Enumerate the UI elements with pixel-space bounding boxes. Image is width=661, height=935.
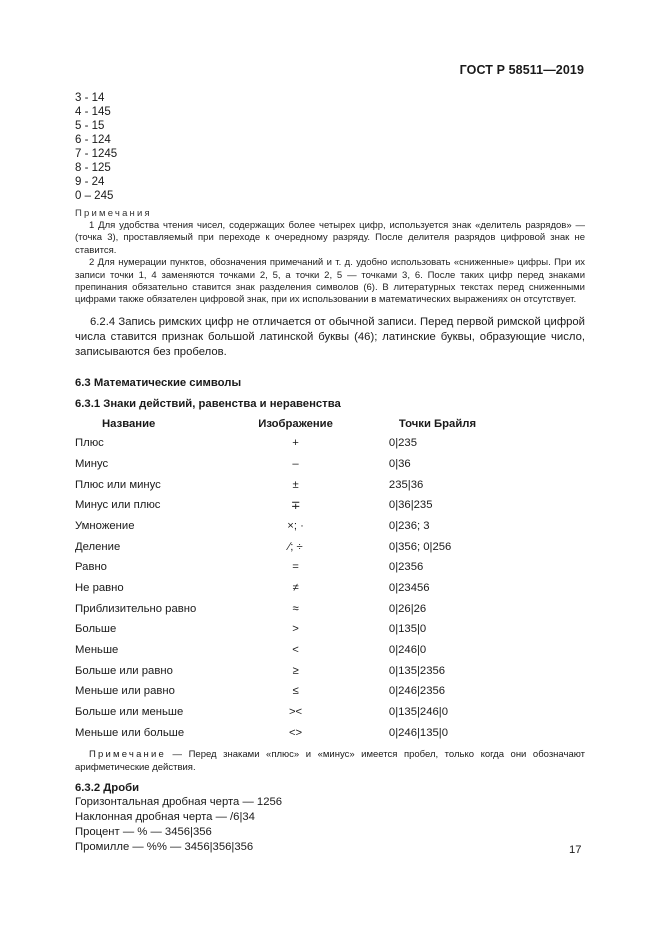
list-item: 4 - 145 [75, 106, 111, 118]
table-header-row [75, 415, 585, 433]
page-number: 17 [569, 844, 582, 856]
symbol-name: Плюс [75, 437, 104, 450]
symbol-image: + [292, 437, 299, 450]
symbol-name: Меньше [75, 644, 119, 657]
table-note-text: — Перед знаками «плюс» и «минус» имеется пробел, только когда они обозначают арифметические действия. [75, 749, 585, 773]
symbol-name: Не равно [75, 582, 124, 594]
section-heading-6-3: 6.3 Математические символы [75, 376, 242, 389]
column-header-braille-dots: Точки Брайля [398, 417, 477, 430]
notes-title: Примечания [75, 208, 152, 219]
braille-dots: 0|356; 0|256 [388, 540, 452, 553]
list-item: Промилле — %% — 3456|356|356 [75, 840, 254, 853]
list-item: Наклонная дробная черта — /6|34 [75, 810, 255, 823]
braille-dots: 0|246|135|0 [388, 726, 448, 739]
column-header-name: Название [102, 417, 156, 430]
table-row [75, 722, 585, 743]
symbol-image: >< [288, 706, 303, 719]
symbol-image: <> [288, 726, 303, 739]
section-heading-6-3-1: 6.3.1 Знаки действий, равенства и неравенства [75, 397, 341, 410]
table-row [75, 454, 585, 475]
symbol-name: Равно [75, 561, 107, 574]
symbol-name: Приблизительно равно [75, 602, 197, 615]
braille-dots: 0|246|2356 [388, 685, 446, 698]
document-id-header: ГОСТ Р 58511—2019 [459, 63, 584, 77]
fractions-list [75, 795, 585, 855]
symbol-image: = [292, 561, 299, 574]
table-row [75, 578, 585, 599]
list-item: Процент — % — 3456|356 [75, 825, 212, 838]
digits-braille-list [75, 91, 585, 203]
list-item: 0 – 245 [75, 190, 114, 202]
list-item: 9 - 24 [75, 176, 105, 188]
table-note [75, 749, 585, 774]
column-header-image: Изображение [258, 417, 333, 430]
list-item: 7 - 1245 [75, 148, 118, 160]
braille-dots: 0|135|0 [388, 623, 427, 636]
table-row [75, 557, 585, 578]
symbol-image: ± [292, 478, 299, 491]
table-row [75, 640, 585, 661]
symbol-image: – [292, 457, 299, 470]
table-row [75, 516, 585, 537]
symbol-name: Меньше или равно [75, 685, 175, 698]
table-row [75, 702, 585, 723]
braille-dots: 0|36 [388, 457, 411, 470]
symbol-name: Умножение [75, 519, 135, 532]
table-row [75, 433, 585, 454]
page-content [75, 91, 585, 855]
braille-dots: 0|36|235 [388, 499, 433, 512]
note-1: 1 Для удобства чтения чисел, содержащих более четырех цифр, используется знак «делитель разрядов» — (точка 3), проставляемый при переходе к очередному разряду. После делителя разрядов цифровой знак не ставится. [75, 220, 585, 256]
math-symbols-table [75, 415, 585, 743]
symbol-image: ∕; ÷ [288, 540, 303, 553]
braille-dots: 0|235 [388, 437, 417, 450]
braille-dots: 235|36 [388, 478, 424, 491]
table-row [75, 619, 585, 640]
symbol-name: Больше или меньше [75, 706, 184, 719]
list-item: 5 - 15 [75, 120, 105, 132]
table-note-label: Примечание [89, 749, 166, 761]
symbol-image: ≠ [292, 582, 299, 594]
table-row [75, 536, 585, 557]
paragraph-6-2-4: 6.2.4 Запись римских цифр не отличается от обычной записи. Перед первой римской цифрой числа ставится признак большой латинской буквы (46); латинские буквы, образующие число, записываются без пробелов. [75, 315, 585, 358]
symbol-image: ≈ [292, 602, 299, 615]
note-2: 2 Для нумерации пунктов, обозначения примечаний и т. д. удобно использовать «сниженные» цифры. При их записи точки 1, 4 заменяются точками 2, 5, а точки 2, 5 — точками 3, 6. После таких цифр перед знаками препинания обязательно ставится знак разделения символов (6). В литературных текстах перед сниженными цифрами также обязателен цифровой знак, при их использовании в математических выражениях он отсутствует. [75, 257, 585, 306]
symbol-name: Меньше или больше [75, 726, 185, 739]
table-row [75, 474, 585, 495]
table-row [75, 598, 585, 619]
symbol-name: Минус или плюс [75, 499, 161, 512]
list-item: 8 - 125 [75, 162, 111, 174]
symbol-image: ∓ [290, 499, 301, 512]
symbol-name: Деление [75, 540, 121, 553]
symbol-name: Больше [75, 623, 117, 636]
list-item: Горизонтальная дробная черта — 1256 [75, 795, 283, 808]
symbol-image: > [292, 623, 299, 636]
braille-dots: 0|2356 [388, 561, 424, 574]
table-row [75, 681, 585, 702]
section-heading-6-3-2: 6.3.2 Дроби [75, 781, 140, 794]
braille-dots: 0|23456 [388, 582, 430, 594]
table-row [75, 660, 585, 681]
braille-dots: 0|135|2356 [388, 664, 446, 677]
braille-dots: 0|246|0 [388, 644, 427, 657]
symbol-image: ≥ [292, 664, 299, 677]
symbol-image: < [292, 644, 299, 657]
list-item: 6 - 124 [75, 134, 111, 146]
braille-dots: 0|26|26 [388, 602, 427, 615]
symbol-name: Больше или равно [75, 664, 173, 677]
symbol-image: ≤ [292, 685, 299, 698]
table-row [75, 495, 585, 516]
braille-dots: 0|236; 3 [388, 519, 430, 532]
symbol-image: ×; · [287, 519, 304, 532]
symbol-name: Минус [75, 457, 109, 470]
symbol-name: Плюс или минус [75, 478, 161, 491]
list-item: 3 - 14 [75, 92, 105, 104]
braille-dots: 0|135|246|0 [388, 706, 448, 719]
